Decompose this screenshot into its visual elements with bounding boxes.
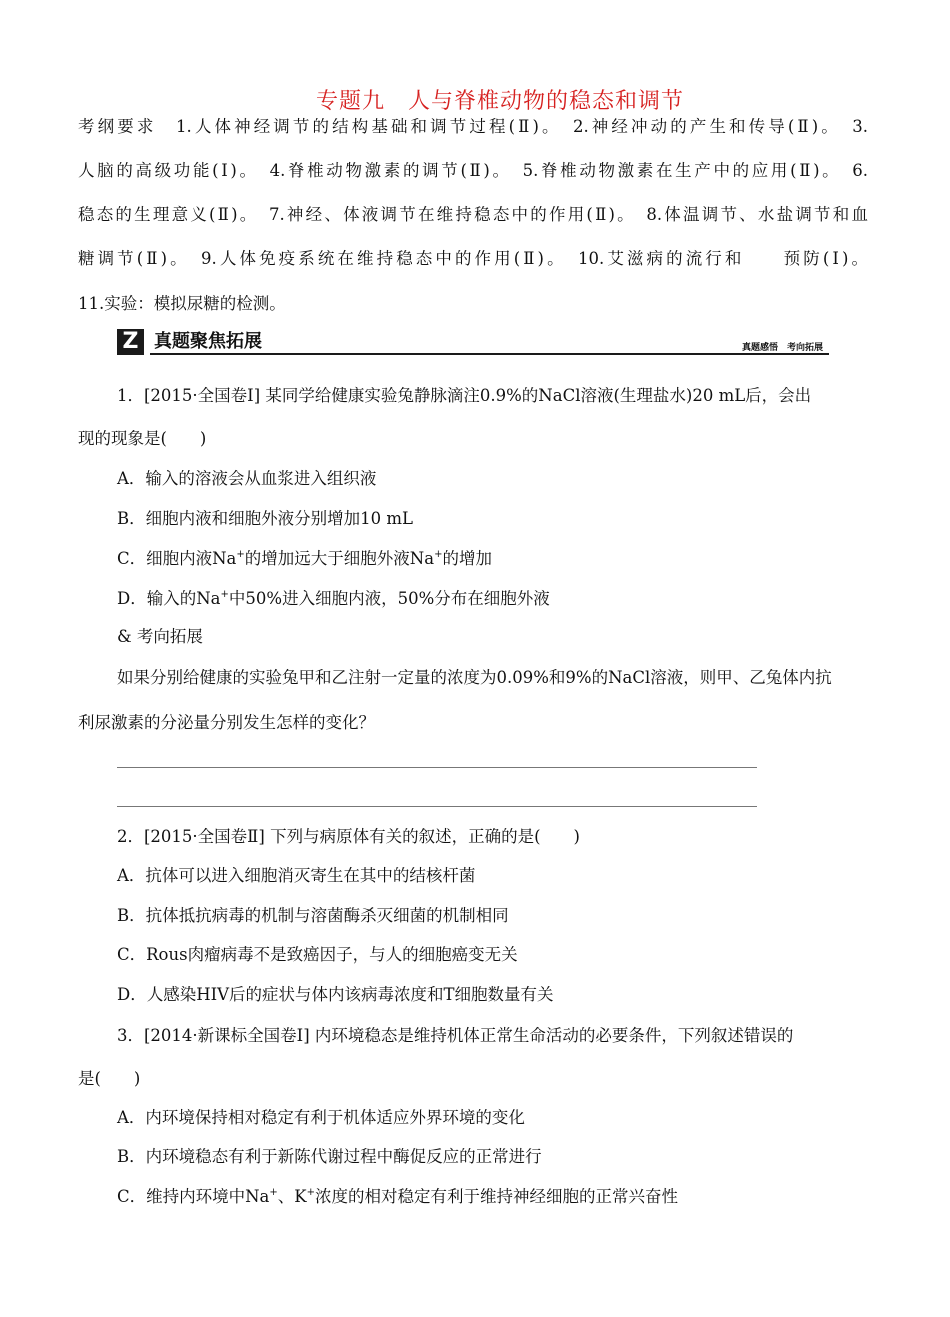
q3-option-b: B．内环境稳态有利于新陈代谢过程中酶促反应的正常进行 xyxy=(117,1147,542,1166)
q1-stem-line-2: 现的现象是( ) xyxy=(78,429,207,448)
syllabus-line-5: 11.实验：模拟尿糖的检测。 xyxy=(78,294,286,313)
section-banner xyxy=(117,329,829,355)
q1-stem-line-1: 1．[2015·全国卷Ⅰ] 某同学给健康实验兔静脉滴注0.9%的NaCl溶液(生理盐水)20 mL后，会出 xyxy=(117,386,812,405)
q1-extension-heading: & 考向拓展 xyxy=(117,627,203,646)
section-title: 真题聚焦拓展 xyxy=(154,331,262,352)
q1-option-b: B．细胞内液和细胞外液分别增加10 mL xyxy=(117,509,413,528)
section-letter-icon: Z xyxy=(117,329,144,355)
syllabus-line-1: 考纲要求 1.人体神经调节的结构基础和调节过程(Ⅱ)。 2.神经冲动的产生和传导(Ⅱ)。 3. xyxy=(78,117,868,136)
syllabus-line-3: 稳态的生理意义(Ⅱ)。 7.神经、体液调节在维持稳态中的作用(Ⅱ)。 8.体温调节、水盐调节和血 xyxy=(78,205,868,224)
q2-option-c: C．Rous肉瘤病毒不是致癌因子，与人的细胞癌变无关 xyxy=(117,945,518,964)
q3-option-a: A．内环境保持相对稳定有利于机体适应外界环境的变化 xyxy=(117,1108,525,1127)
answer-blank-line-1 xyxy=(117,767,757,768)
q1-option-d: D．输入的Na+中50%进入细胞内液，50%分布在细胞外液 xyxy=(117,589,550,608)
q1-extension-line-2: 利尿激素的分泌量分别发生怎样的变化？ xyxy=(78,713,375,732)
section-rule xyxy=(150,353,829,355)
syllabus-line-2: 人脑的高级功能(Ⅰ)。 4.脊椎动物激素的调节(Ⅱ)。 5.脊椎动物激素在生产中的应用(Ⅱ)。 6. xyxy=(78,161,868,180)
q3-stem-line-2: 是( ) xyxy=(78,1069,141,1088)
q1-extension-line-1: 如果分别给健康的实验兔甲和乙注射一定量的浓度为0.09%和9%的NaCl溶液，则甲、乙兔体内抗 xyxy=(117,668,832,687)
q3-option-c: C．维持内环境中Na+、K+浓度的相对稳定有利于维持神经细胞的正常兴奋性 xyxy=(117,1187,679,1206)
q1-option-c: C．细胞内液Na+的增加远大于细胞外液Na+的增加 xyxy=(117,549,492,568)
syllabus-line-4: 糖调节(Ⅱ)。 9.人体免疫系统在维持稳态中的作用(Ⅱ)。 10.艾滋病的流行和 预防(Ⅰ)。 xyxy=(78,249,868,268)
q1-option-a: A．输入的溶液会从血浆进入组织液 xyxy=(117,469,377,488)
q2-option-a: A．抗体可以进入细胞消灭寄生在其中的结核杆菌 xyxy=(117,866,476,885)
q3-stem-line-1: 3．[2014·新课标全国卷Ⅰ] 内环境稳态是维持机体正常生命活动的必要条件，下列叙述错误的 xyxy=(117,1026,794,1045)
page-title: 专题九 人与脊椎动物的稳态和调节 xyxy=(315,89,684,114)
answer-blank-line-2 xyxy=(117,806,757,807)
q2-option-b: B．抗体抵抗病毒的机制与溶菌酶杀灭细菌的机制相同 xyxy=(117,906,509,925)
q2-option-d: D．人感染HIV后的症状与体内该病毒浓度和T细胞数量有关 xyxy=(117,985,554,1004)
section-subtitle: 真题感悟 考向拓展 xyxy=(741,343,823,353)
q2-stem: 2．[2015·全国卷Ⅱ] 下列与病原体有关的叙述，正确的是( ) xyxy=(117,827,580,846)
